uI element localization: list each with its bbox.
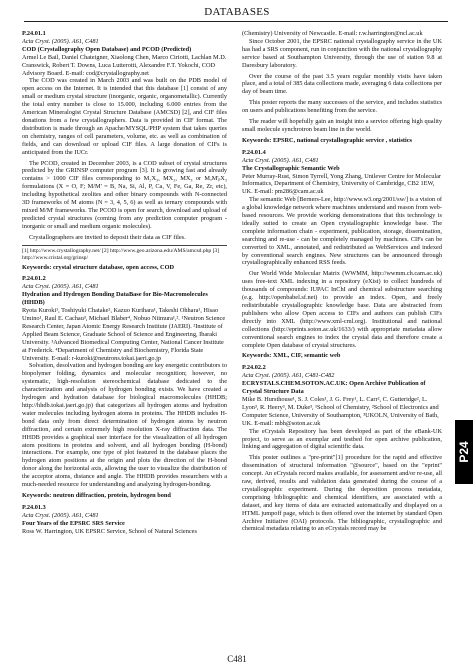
paragraph: Solvation, desolvation and hydrogen bonding are key energetic contributors to biopolymer folding, dynamics and molecular recognition; however, no systematic, high-resolution stereochemical database dedicated to the characterization and analysis of hydrogen bonding exists. We have created a hydrogen and hydration database for biological macromolecules (HHDB; http://hhdb.tokai.jaeri.go.jp) that categorizes all hydrogen atoms and hydration water molecules including hydrogen atoms in proteins. The HHDB includes H-bond data only from direct determination of hydrogen atoms by neutron diffraction, and certain extremely high resolution X-ray diffraction data. The HHDB provides a graphical user interface for the visualization of all hydrogen atom positions in proteins and solvent, and all hydrogen bonding (H-bond) interactions. For example, one type of plot featured in the database places the hydrogen atom positions at the origin and plots the direction of the H-bond donor along the horizontal axis, allowing the user to visualize the distribution of the acceptor atoms, distance and angle. The HHDB provides researchers with a much-needed resource for understanding and analyzing hydrogen-bonding. <box>22 362 227 489</box>
section-tab <box>455 420 473 484</box>
journal-citation: Acta Cryst. (2005). A61, C481 <box>22 511 99 519</box>
journal-citation: Acta Cryst. (2005). A61, C481 <box>22 37 99 45</box>
left-column <box>22 30 227 538</box>
abstract-title: Hydration and Hydrogen Bonding DataBase for Bio-Macromolecules (HHDB) <box>22 291 208 307</box>
abstract-id: P.24.01.1 <box>22 30 46 37</box>
header-rule <box>24 21 448 22</box>
paragraph: The reader will hopefully gain an insight into a service offering high quality small molecule synchrotron beam line in the world. <box>242 118 442 133</box>
paragraph: This poster reports the many successes of the service, and includes statistics on users and publications benefiting from the service. <box>242 99 442 115</box>
keywords: Keywords: neutron diffraction, protein, hydrogen bond <box>22 491 171 499</box>
paragraph: The semantic Web [Berners-Lee, http://www.w3.org/2001/sw/] is a vision of a global knowledge network where machines understand and reason from web-based resources. We provide working demonstrations that this technology is ideally suited to create an Open crystallographic knowledge base. The complete information chain - experiment, publication, storage, dissemination, searching and re-use - can be completely managed by machines. CIFs can be converted to XML, annotated, and redistributed as WebServices and indexed by conventional search engines. New structures can be announced through crystallographically enhanced RSS feeds. <box>242 196 442 267</box>
authors: Mike B. Hursthouse¹, S. J. Coles¹, J. G. Frey¹, L. Carr², C. Gutteridge², L. Lyon³, R. Heery³, M. Duke³, ¹School of Chemistry, ²School of Electronics and Computer Science, University of Southampton, ³UKOLN, University of Bath, UK. E-mail: mbh@soton.ac.uk <box>242 395 439 427</box>
keywords: Keywords: crystal structure database, open access, COD <box>22 263 175 271</box>
authors: Peter Murray-Rust, Simon Tyrrell, Yong Zhang, Unilever Centre for Molecular Informatics, Department of Chemistry, University of Cambridge, CB2 1EW, UK. E-mail: pm286@cam.ac.uk <box>242 172 441 196</box>
abstract-p24-01-4 <box>242 149 442 361</box>
authors: Ryota Kuroki¹, Toshiyuki Chatake², Kazuo Kurihara¹, Takeshi Ohhara¹, Hisao Umino¹, Raul E. Cachau³, Michael Blaber⁴, Nobuo Niimura¹,². ¹Neutron Science Research Center, Japan Atomic Energy Research Institute (JAERI). ²Institute of Applied Beam Science, Graduate School of Science and Engineering, Ibaraki University. ³Advanced Biomedical Computing Center, National Cancer Institute at Frederick. ⁴Department of Chemistry and Biochemistry, Florida State University. E-mail: r-kuroki@neutrons.tokai.jaeri.go.jp <box>22 307 226 362</box>
abstract-id: P.24.02.2 <box>242 364 266 372</box>
right-column <box>242 30 442 536</box>
abstract-title: COD (Crystallography Open Database) and PCOD (Predicted) <box>22 45 192 53</box>
journal-citation: Acta Cryst. (2005). A61, C481 <box>242 156 319 164</box>
abstract-title: The Crystallographic Semantic Web <box>242 164 340 172</box>
keywords: Keywords: EPSRC, national crystallographic service , statistics <box>242 136 412 144</box>
keywords: Keywords: XML, CIF, semantic web <box>242 352 341 360</box>
paragraph: The eCrystals Repository has been developed as part of the eBank-UK project, to serve as an exemplar and testbed for open archive publication, linking and aggregation of digital scientific data. <box>242 427 442 451</box>
abstract-id: P.24.01.3 <box>22 503 46 511</box>
abstract-p24-01-2 <box>22 275 227 499</box>
abstract-id: P.24.01.2 <box>22 275 46 283</box>
paragraph: Since October 2001, the EPSRC national crystallography service in the UK has had a SRS component, run in conjunction with the national crystallography service based at Southampton University, through the use of station 9.8 at Daresbury laboratory. <box>242 37 442 69</box>
page-number: C481 <box>227 654 247 664</box>
abstract-p24-02-2 <box>242 364 442 533</box>
abstract-p24-01-3 <box>22 504 227 536</box>
references: [1] http://www.crystallography.net/ [2] http://www.geo.arizona.edu/AMS/amcsd.php [3] http://www.cristal.org/grinsp/ <box>22 245 227 262</box>
paragraph: This poster outlines a "pre-print"[1] procedure for the rapid and effective dissemination of structural information "@source", based on the "eprint" concept. An eCrystals record makes available, for assessment and/or re-use, all raw, derived, results and validation data generated during the course of a crystallographic experiment. During the deposition process metadata, comprising bibliographic and chemical identifiers, are associated with a dataset, and key items of data are extracted automatically and displayed on a HTML jumpoff page, which is then offered over the internet by standard Open Archive Initiative (OAI) protocols. The bibliographic, crystallographic and chemical metadata relating to an eCrystals record may be <box>242 454 442 533</box>
journal-citation: Acta Cryst. (2005). A61, C481 <box>22 283 99 291</box>
paragraph: Our World Wide Molecular Matrix (WWMM, http://wwmm.ch.cam.ac.uk) uses free-text XML indexing in a repository (eXist) to collect hundreds of thousands of compounds: IUPAC InChI and chemical substructure searching (e.g. http://openbabel.sf.net) to provide an index. Open, and freely redistributable crystallographic knowledge base. Data are abstracted from publishers who allow Open access to CIFs and authors can publish CIFs directly into XML (http://www.xml-cml.org). Institutional and national collections (http://eprints.soton.ac.uk/1633/) with appropriate metadata allow conventional search engines to index the crystal data and therefore create a complete Open database of crystal structures. <box>242 270 442 349</box>
section-tab-label: P24 <box>457 441 471 463</box>
journal-citation: Acta Cryst. (2005). A61, C481-C482 <box>242 372 335 380</box>
abstract-title: Four Years of the EPSRC SRS Service <box>22 519 125 527</box>
paragraph: The COD was created in March 2003 and was built on the PDB model of open access on the Internet. It is intended that this database [1] consist of any small or medium crystal structure (inorganic, organic, organometallic). Currently the total entry number is close to 15.000, including 6.000 entries from the American Mineralogist Crystal Structure Database (AMCSD) [2], and CIF files donations from a few crystallographers. Data is provided in CIF format. The distribution is made through an Apache/MYSQL/PHP system that takes queries on chemistry, ranges of cell parameters, volume, etc. as well as combination of fields, and can download or upload CIF files. A large donation of CIFs is anticipated from the IUCr. <box>22 77 227 156</box>
authors-continued: (Chemistry) University of Newcastle. E-mail: r.w.harrington@ncl.ac.uk <box>242 30 423 37</box>
paragraph: Over the course of the past 3.5 years regular monthly visits have taken place, and a total of 385 data collections made, averaging 6 data collections per day of beam time. <box>242 72 442 96</box>
paragraph: The PCOD, created in December 2003, is a COD subset of crystal structures predicted by the GRINSP computer program [3]. It is growing fast and already contains > 1000 CIF files corresponding to M₂X₃, MX₂, MX₃ or MₐM'ᵦX₃ formulations (X = O, F; M/M' = B, Na, Si, Al, P, Ca, V, Fe, Ga, Re, Zr, etc), including hypothetical zeolites and other binary compounds with N-connected 3D frameworks of M atoms (N = 3, 4, 5, 6) as well as ternary compounds with mixed M/M' frameworks. The PCOD is open for search, download and upload of predicted crystal structures (coming from any prediction computer program - inorganic or small and medium organic molecules). <box>22 159 227 230</box>
running-header: DATABASES <box>204 6 270 18</box>
abstract-title: ECRYSTALS.CHEM.SOTON.AC.UK: Open Archive Publication of Crystal Structure Data <box>242 380 426 396</box>
authors: Armel Le Bail, Daniel Chateigner, Xiaolong Chen, Marco Ciriotti, Lachlan M.D. Cranswick, Robert T. Downs, Luca Lutterotti, Alexandre F.T. Yokochi, COD Advisory Board. E-mail: cod@crystallography.net <box>22 53 227 77</box>
abstract-p24-01-1 <box>22 30 227 271</box>
authors: Ross W. Harrington, UK EPSRC Service, School of Natural Sciences <box>22 527 197 535</box>
abstract-id: P.24.01.4 <box>242 148 266 156</box>
paragraph: Crystallographers are invited to deposit their data as CIF files. <box>29 233 186 241</box>
